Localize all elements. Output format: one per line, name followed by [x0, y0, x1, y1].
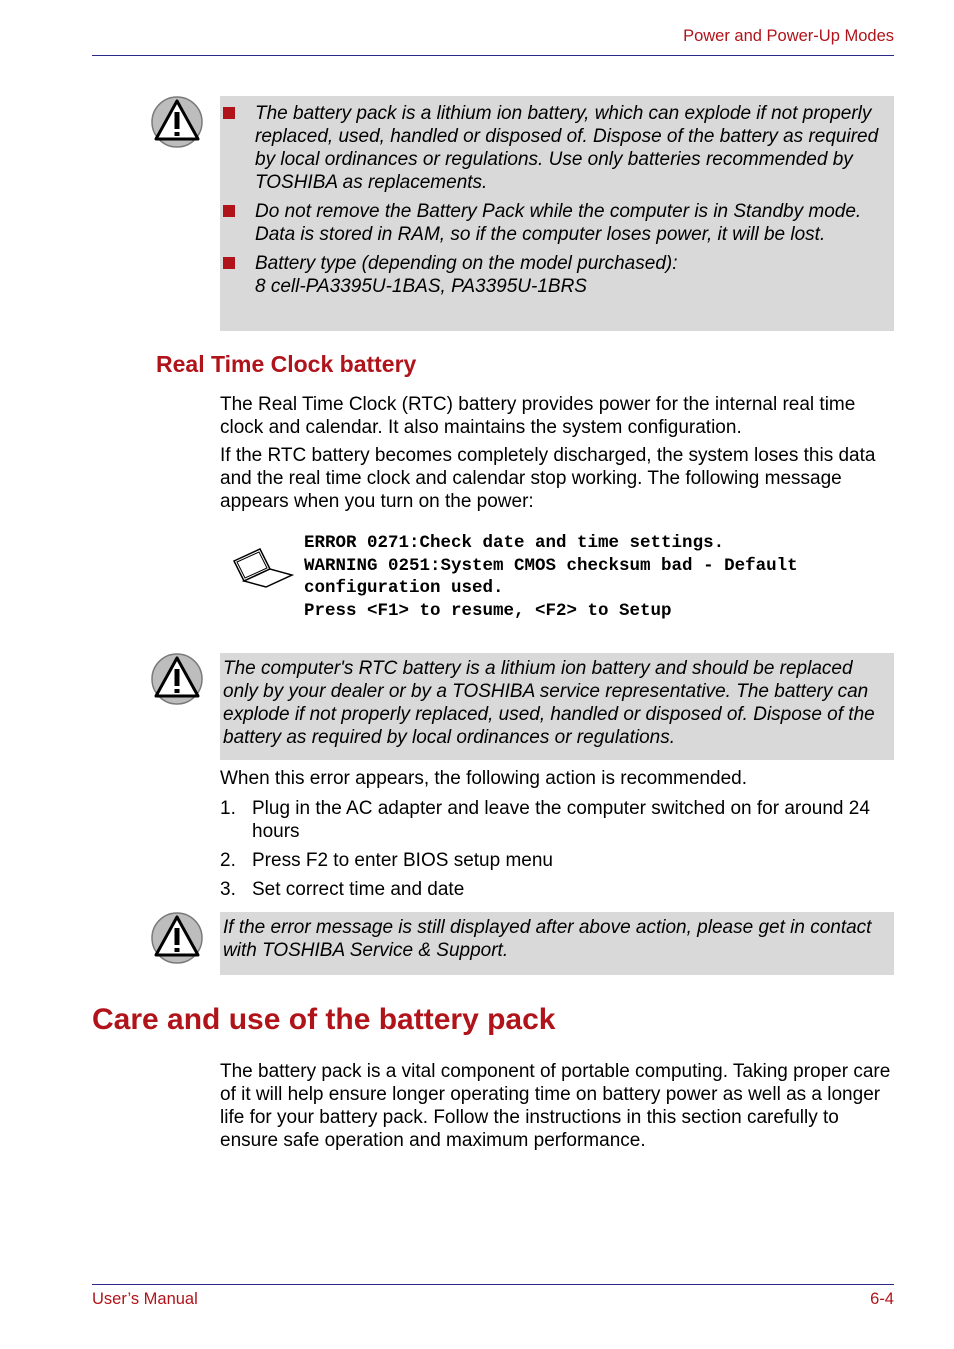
running-header: Power and Power-Up Modes	[683, 27, 894, 45]
action-steps	[220, 797, 894, 907]
list-item: 3. Set correct time and date	[220, 879, 465, 900]
laptop-screen-icon	[230, 545, 296, 589]
bullet-square-icon	[223, 107, 235, 119]
action-intro: When this error appears, the following action is recommended.	[220, 768, 747, 789]
bullet-square-icon	[223, 257, 235, 269]
rtc-paragraph: If the RTC battery becomes completely discharged, the system loses this data and the real time clock and calendar stop working. The following message appears when you turn on the power:	[220, 445, 876, 512]
warning-triangle-icon	[150, 652, 204, 706]
caution-bullet: The battery pack is a lithium ion battery, which can explode if not properly replaced, used, handled or disposed of. Dispose of the battery as required by local ordinances or regulations. Use only batteries recommended by TOSHIBA as replacements.	[220, 102, 894, 194]
section-heading-care: Care and use of the battery pack	[92, 1003, 556, 1036]
footer-rule	[92, 1284, 894, 1285]
page-number: 6-4	[870, 1290, 894, 1308]
caution-box-battery	[220, 96, 894, 331]
caution-box-support: If the error message is still displayed after above action, please get in contact with TOSHIBA Service & Support.	[220, 912, 894, 975]
footer-manual-title: User’s Manual	[92, 1290, 198, 1308]
warning-triangle-icon	[150, 911, 204, 965]
warning-triangle-icon	[150, 95, 204, 149]
care-paragraph: The battery pack is a vital component of portable computing. Taking proper care of it will help ensure longer operating time on battery power as well as a longer life for your battery pack. Follow the instructions in this section carefully to ensure safe operation and maximum performance.	[220, 1061, 891, 1151]
error-message-block: ERROR 0271:Check date and time settings. WARNING 0251:System CMOS checksum bad - Default configuration used. Press <F1> to resume, <F2> to Setup	[304, 533, 798, 622]
rtc-paragraph: The Real Time Clock (RTC) battery provides power for the internal real time clock and calendar. It also maintains the system configuration.	[220, 394, 856, 438]
list-item: 2. Press F2 to enter BIOS setup menu	[220, 850, 553, 871]
header-rule	[92, 55, 894, 56]
list-item: 1. Plug in the AC adapter and leave the computer switched on for around 24 hours	[220, 798, 870, 842]
caution-bullet: Do not remove the Battery Pack while the computer is in Standby mode. Data is stored in RAM, so if the computer loses power, it will be lost.	[220, 200, 894, 246]
caution-bullet: Battery type (depending on the model purchased): 8 cell-PA3395U-1BAS, PA3395U-1BRS	[220, 252, 894, 298]
caution-box-rtc: The computer's RTC battery is a lithium ion battery and should be replaced only by your dealer or by a TOSHIBA service representative. The battery can explode if not properly replaced, used, handled or disposed of. Dispose of the battery as required by local ordinances or regulations.	[220, 653, 894, 760]
section-heading-rtc: Real Time Clock battery	[156, 351, 417, 377]
bullet-square-icon	[223, 205, 235, 217]
